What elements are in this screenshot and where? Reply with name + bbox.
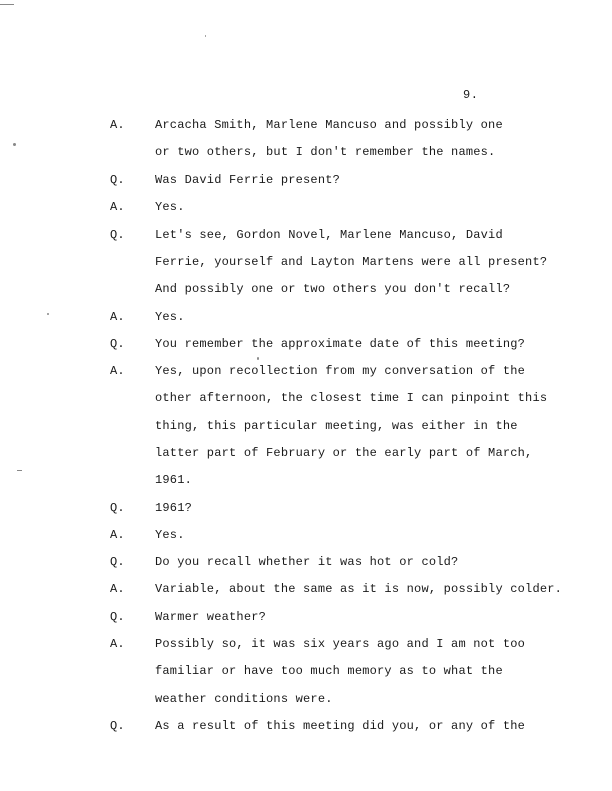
testimony-line: 1961. bbox=[155, 473, 193, 487]
testimony-line: As a result of this meeting did you, or any of the bbox=[155, 719, 526, 733]
testimony-line: Variable, about the same as it is now, possibly colder. bbox=[155, 582, 563, 596]
scan-mark bbox=[0, 4, 14, 5]
testimony-line: Let's see, Gordon Novel, Marlene Mancuso, David bbox=[155, 228, 503, 242]
testimony-line: familiar or have too much memory as to what the bbox=[155, 664, 503, 678]
scan-speck bbox=[205, 35, 206, 37]
testimony-line: Ferrie, yourself and Layton Martens were all present? bbox=[155, 255, 548, 269]
speaker-label: A. bbox=[110, 364, 125, 378]
speaker-label: Q. bbox=[110, 719, 125, 733]
speaker-label: Q. bbox=[110, 173, 125, 187]
scan-speck bbox=[17, 470, 22, 471]
scan-speck bbox=[47, 313, 49, 315]
speaker-label: Q. bbox=[110, 555, 125, 569]
testimony-line: Warmer weather? bbox=[155, 610, 267, 624]
testimony-line: or two others, but I don't remember the names. bbox=[155, 145, 496, 159]
testimony-line: Possibly so, it was six years ago and I am not too bbox=[155, 637, 526, 651]
speaker-label: A. bbox=[110, 528, 125, 542]
testimony-line: And possibly one or two others you don't recall? bbox=[155, 282, 511, 296]
testimony-line: other afternoon, the closest time I can pinpoint this bbox=[155, 391, 548, 405]
page-number: 9. bbox=[463, 88, 479, 102]
testimony-line: 1961? bbox=[155, 501, 193, 515]
testimony-line: thing, this particular meeting, was either in the bbox=[155, 419, 518, 433]
testimony-line: Arcacha Smith, Marlene Mancuso and possibly one bbox=[155, 118, 503, 132]
speaker-label: A. bbox=[110, 200, 125, 214]
testimony-line: Yes, upon recollection from my conversation of the bbox=[155, 364, 526, 378]
speaker-label: A. bbox=[110, 582, 125, 596]
scan-speck bbox=[13, 143, 16, 146]
speaker-label: A. bbox=[110, 310, 125, 324]
testimony-line: Do you recall whether it was hot or cold? bbox=[155, 555, 459, 569]
speaker-label: Q. bbox=[110, 337, 125, 351]
testimony-line: latter part of February or the early part of March, bbox=[155, 446, 533, 460]
speaker-label: Q. bbox=[110, 610, 125, 624]
speaker-label: Q. bbox=[110, 501, 125, 515]
scan-speck bbox=[257, 357, 259, 360]
speaker-label: A. bbox=[110, 637, 125, 651]
testimony-line: Yes. bbox=[155, 310, 185, 324]
speaker-label: A. bbox=[110, 118, 125, 132]
testimony-line: Yes. bbox=[155, 200, 185, 214]
testimony-line: weather conditions were. bbox=[155, 692, 333, 706]
testimony-line: You remember the approximate date of this meeting? bbox=[155, 337, 526, 351]
testimony-line: Was David Ferrie present? bbox=[155, 173, 341, 187]
testimony-line: Yes. bbox=[155, 528, 185, 542]
speaker-label: Q. bbox=[110, 228, 125, 242]
